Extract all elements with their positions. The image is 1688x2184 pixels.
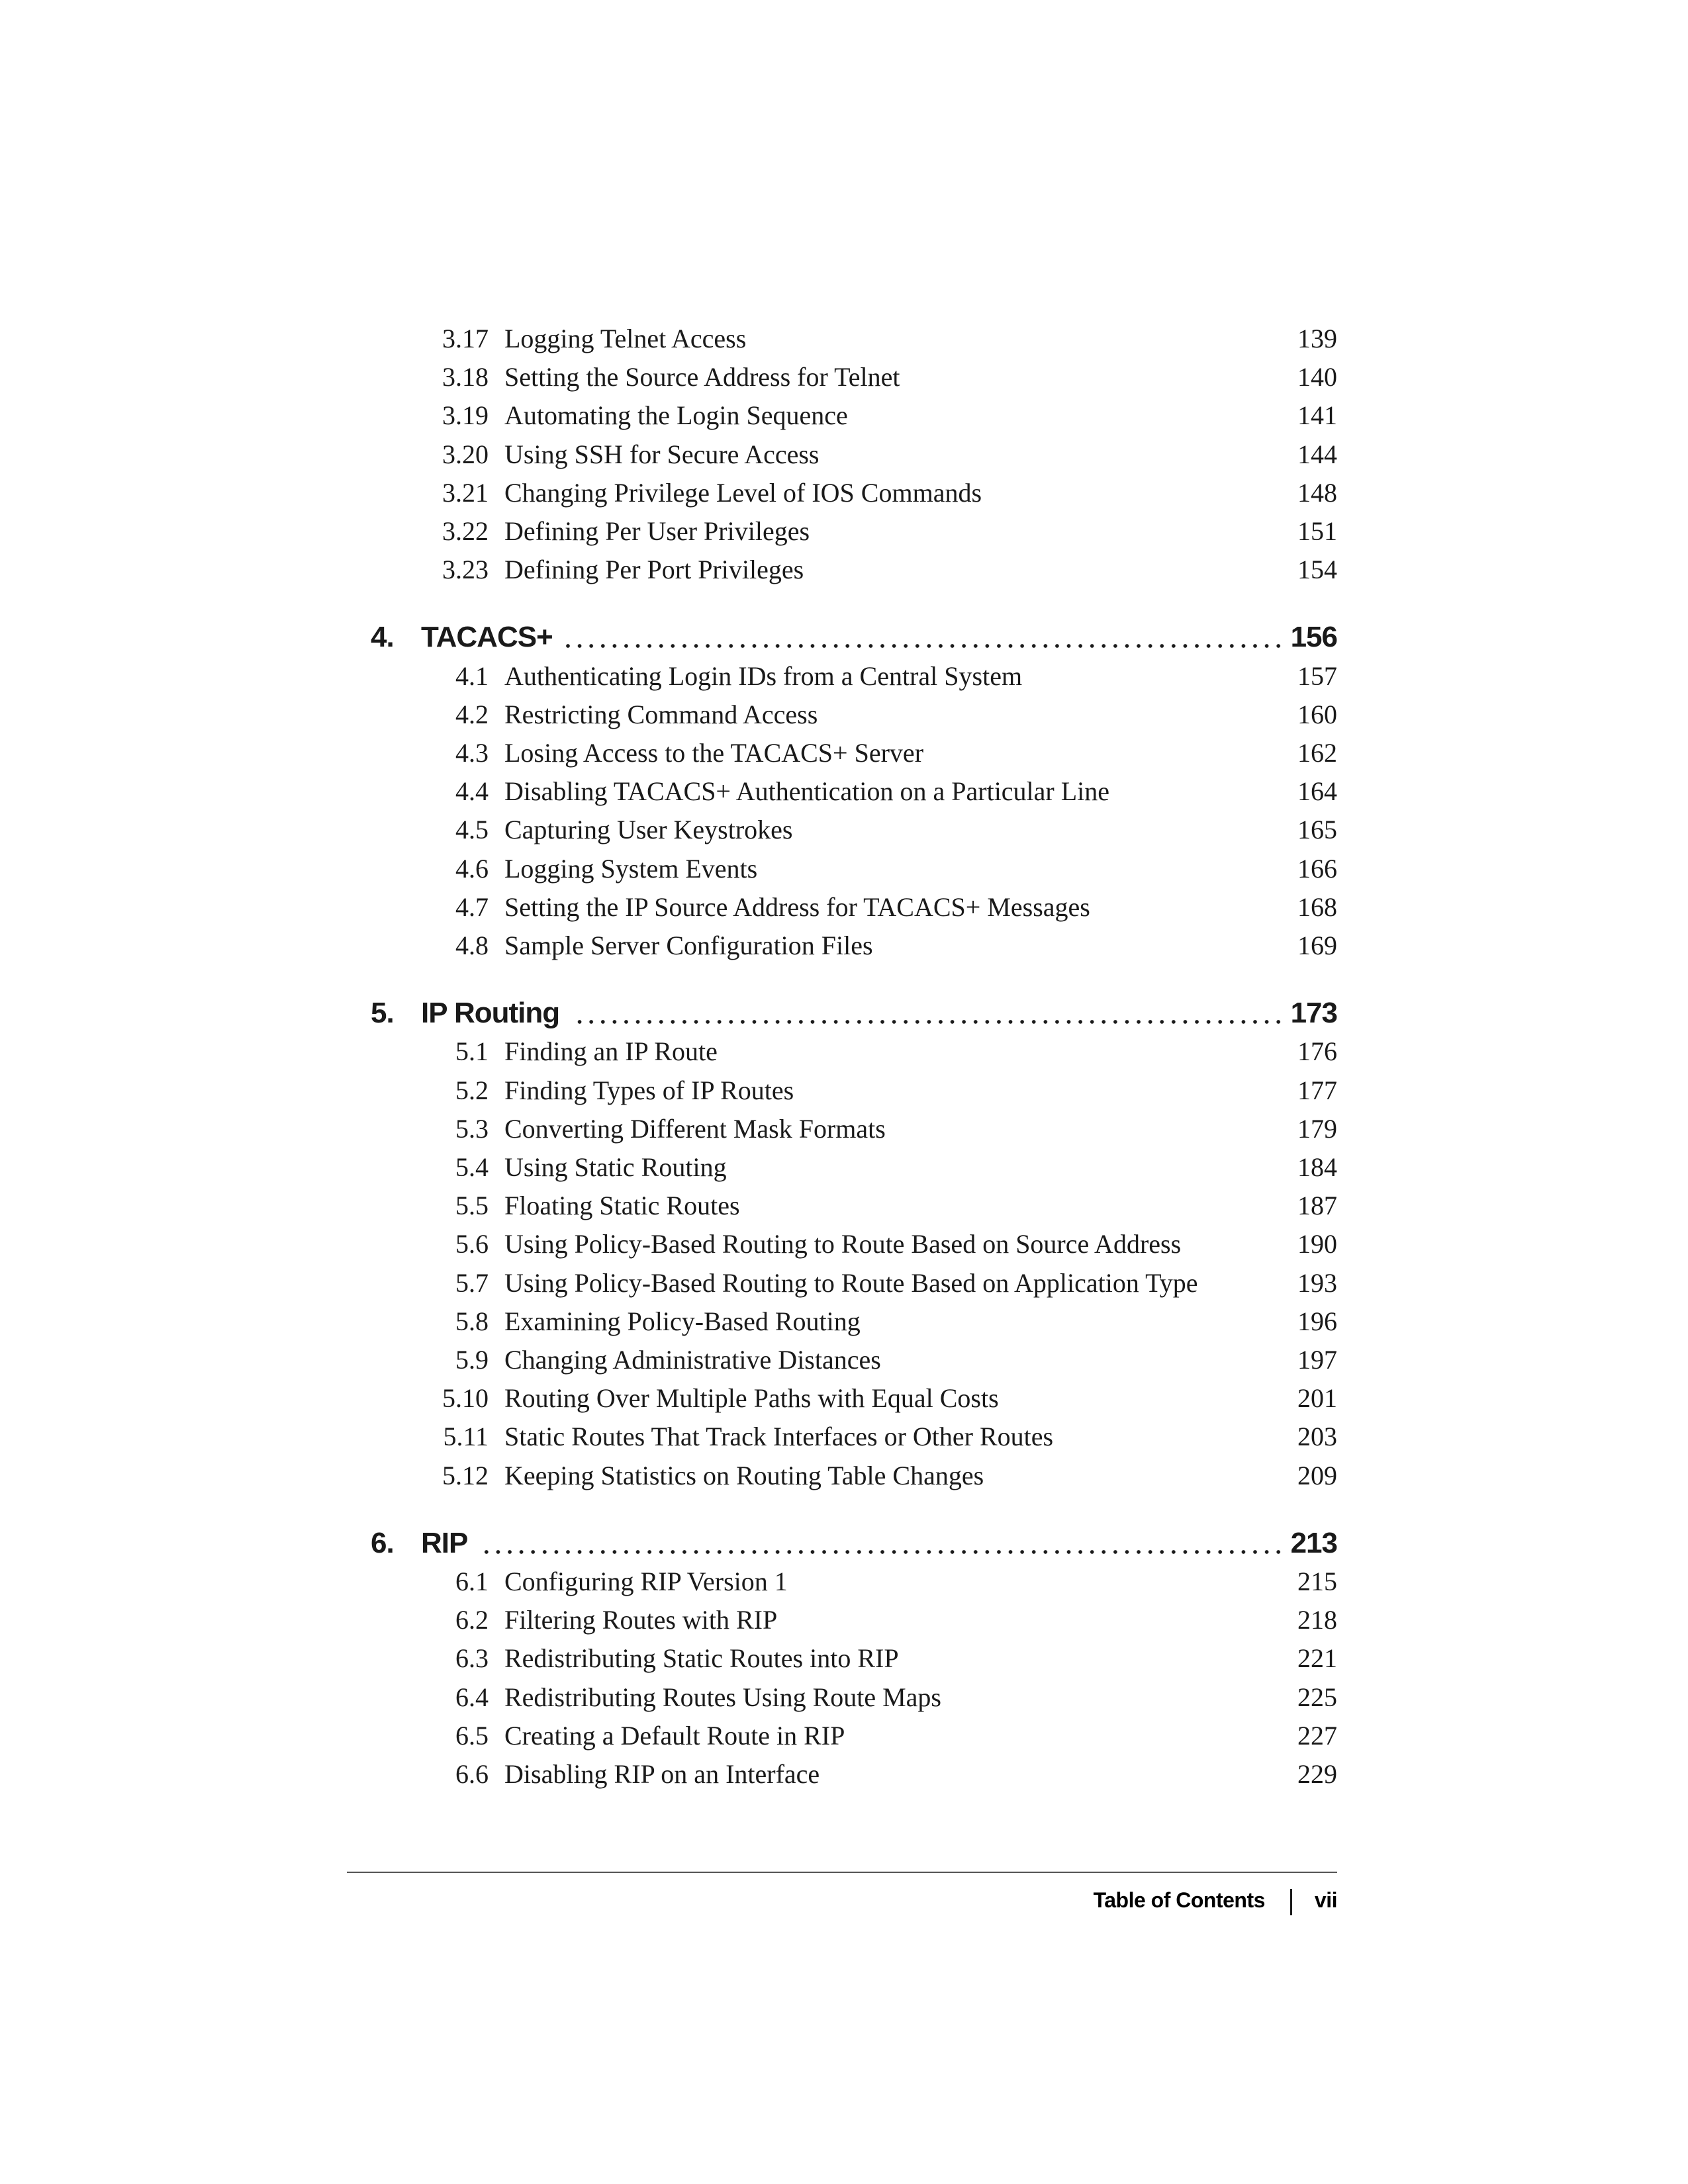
toc-entry[interactable] [0,1224,1688,1264]
chapter-title[interactable]: RIP [421,1524,478,1563]
toc-entry[interactable] [0,810,1688,850]
section-number: 6.1 [455,1567,489,1596]
toc-entry[interactable] [0,550,1688,590]
section-title[interactable]: Routing Over Multiple Paths with Equal Costs [504,1383,999,1414]
toc-entry[interactable] [0,1379,1688,1418]
toc-entry[interactable] [0,1754,1688,1794]
section-page-number: 177 [1297,1075,1337,1105]
section-page-number: 197 [1297,1345,1337,1375]
section-number: 3.17 [442,324,489,353]
toc-entry[interactable] [0,1148,1688,1187]
toc-entry[interactable] [0,1109,1688,1149]
section-page-number: 140 [1297,362,1337,392]
section-title[interactable]: Changing Privilege Level of IOS Commands [504,477,982,508]
toc-entry[interactable] [0,435,1688,475]
toc-entry[interactable] [0,1340,1688,1380]
section-page-number: 164 [1297,776,1337,807]
section-title[interactable]: Static Routes That Track Interfaces or Other Routes [504,1422,1054,1452]
section-number: 6.3 [455,1643,489,1674]
section-page-number: 187 [1297,1191,1337,1221]
section-page-number: 169 [1297,931,1337,960]
section-title[interactable]: Defining Per User Privileges [504,516,810,546]
section-number: 3.23 [442,555,489,585]
toc-entry[interactable] [0,396,1688,435]
toc-entry[interactable] [0,357,1688,397]
chapter-page-number: 173 [1290,997,1337,1030]
chapter-page-number: 213 [1290,1526,1337,1559]
section-page-number: 139 [1297,324,1337,353]
section-page-number: 190 [1297,1229,1337,1259]
chapter-title[interactable]: TACACS+ [421,617,563,657]
section-page-number: 166 [1297,853,1337,884]
section-page-number: 148 [1297,477,1337,508]
section-title[interactable]: Examining Policy-Based Routing [504,1306,861,1336]
chapter-page-number: 156 [1290,621,1337,654]
section-number: 6.2 [455,1605,489,1635]
section-number: 5.1 [455,1036,489,1067]
section-number: 6.6 [455,1759,489,1789]
toc-entry[interactable] [0,1456,1688,1496]
toc-entry[interactable] [0,319,1688,359]
toc-entry[interactable] [0,1302,1688,1342]
section-title[interactable]: Converting Different Mask Formats [504,1113,886,1144]
section-page-number: 196 [1297,1306,1337,1336]
toc-entry[interactable] [0,1562,1688,1602]
toc-entry[interactable] [0,473,1688,513]
toc-entry[interactable] [0,695,1688,735]
section-title[interactable]: Logging Telnet Access [504,324,747,353]
section-page-number: 157 [1297,660,1337,691]
section-page-number: 179 [1297,1113,1337,1144]
section-page-number: 193 [1297,1267,1337,1298]
section-page-number: 215 [1297,1567,1337,1596]
section-number: 5.7 [455,1267,489,1298]
section-title[interactable]: Redistributing Routes Using Route Maps [504,1682,941,1712]
chapter-title[interactable]: IP Routing [421,993,570,1033]
toc-entry[interactable] [0,1417,1688,1457]
toc-entry[interactable] [0,1600,1688,1640]
toc-entry[interactable] [0,1032,1688,1071]
section-number: 5.11 [443,1422,489,1452]
section-title[interactable]: Losing Access to the TACACS+ Server [504,738,924,768]
dot-leader [570,1020,1284,1024]
section-number: 4.7 [455,891,489,922]
section-page-number: 141 [1297,400,1337,431]
section-page-number: 229 [1297,1759,1337,1789]
section-number: 5.4 [455,1152,489,1182]
toc-entry[interactable] [0,512,1688,551]
section-title[interactable]: Setting the IP Source Address for TACACS+ Messages [504,891,1090,922]
section-page-number: 221 [1297,1643,1337,1674]
section-number: 5.6 [455,1229,489,1259]
chapter-number: 5. [371,997,394,1030]
section-title[interactable]: Changing Administrative Distances [504,1345,881,1375]
section-page-number: 144 [1297,439,1337,469]
section-number: 5.5 [455,1191,489,1221]
section-number: 5.9 [455,1345,489,1375]
section-number: 3.18 [442,362,489,392]
toc-chapter-heading[interactable] [0,1524,1688,1563]
section-number: 3.21 [442,477,489,508]
section-title[interactable]: Configuring RIP Version 1 [504,1567,788,1596]
section-title[interactable]: Disabling RIP on an Interface [504,1759,820,1789]
section-number: 5.12 [442,1460,489,1490]
toc-entry[interactable] [0,1678,1688,1717]
toc-entry[interactable] [0,733,1688,773]
section-number: 5.2 [455,1075,489,1105]
section-page-number: 225 [1297,1682,1337,1712]
section-title[interactable]: Defining Per Port Privileges [504,555,804,585]
section-title[interactable]: Floating Static Routes [504,1191,740,1221]
section-number: 4.8 [455,931,489,960]
section-page-number: 154 [1297,555,1337,585]
section-page-number: 165 [1297,815,1337,845]
toc-entry[interactable] [0,1716,1688,1756]
section-title[interactable]: Sample Server Configuration Files [504,931,873,960]
toc-entry[interactable] [0,849,1688,889]
section-number: 4.4 [455,776,489,807]
section-page-number: 176 [1297,1036,1337,1067]
section-number: 3.19 [442,400,489,431]
toc-entry[interactable] [0,1639,1688,1678]
section-number: 3.20 [442,439,489,469]
page-footer [1094,1884,1337,1917]
toc-entry[interactable] [0,1186,1688,1226]
section-number: 5.8 [455,1306,489,1336]
toc-chapter-heading[interactable] [0,993,1688,1033]
section-title[interactable]: Disabling TACACS+ Authentication on a Particular Line [504,776,1110,807]
dot-leader [563,644,1284,648]
section-number: 6.5 [455,1720,489,1751]
toc-entry[interactable] [0,657,1688,696]
section-page-number: 184 [1297,1152,1337,1182]
footer-label: Table of Contents [1093,1888,1265,1912]
section-page-number: 209 [1297,1460,1337,1490]
section-title[interactable]: Using Policy-Based Routing to Route Based on Application Type [504,1267,1198,1298]
section-page-number: 227 [1297,1720,1337,1751]
section-title[interactable]: Keeping Statistics on Routing Table Changes [504,1460,984,1490]
section-number: 6.4 [455,1682,489,1712]
section-number: 5.3 [455,1113,489,1144]
dot-leader [478,1550,1284,1554]
section-title[interactable]: Creating a Default Route in RIP [504,1720,845,1751]
section-page-number: 160 [1297,699,1337,729]
section-page-number: 201 [1297,1383,1337,1414]
section-title[interactable]: Automating the Login Sequence [504,400,848,431]
section-title[interactable]: Filtering Routes with RIP [504,1605,778,1635]
section-title[interactable]: Using SSH for Secure Access [504,439,820,469]
footer-separator [1290,1889,1292,1915]
section-number: 4.2 [455,699,489,729]
toc-entry[interactable] [0,926,1688,966]
toc-entry[interactable] [0,772,1688,811]
footer-rule [347,1872,1337,1873]
section-number: 3.22 [442,516,489,546]
section-number: 4.1 [455,660,489,691]
section-title[interactable]: Restricting Command Access [504,699,818,729]
toc-entry[interactable] [0,1071,1688,1111]
section-title[interactable]: Setting the Source Address for Telnet [504,362,900,392]
section-title[interactable]: Authenticating Login IDs from a Central System [504,660,1023,691]
section-title[interactable]: Redistributing Static Routes into RIP [504,1643,899,1674]
chapter-number: 6. [371,1526,394,1559]
section-number: 4.3 [455,738,489,768]
toc-entry[interactable] [0,1263,1688,1303]
section-page-number: 168 [1297,891,1337,922]
section-title[interactable]: Using Policy-Based Routing to Route Based on Source Address [504,1229,1182,1259]
toc-chapter-heading[interactable] [0,617,1688,657]
toc-entry[interactable] [0,887,1688,927]
section-title[interactable]: Finding Types of IP Routes [504,1075,794,1105]
section-page-number: 162 [1297,738,1337,768]
section-title[interactable]: Finding an IP Route [504,1036,718,1067]
section-number: 4.6 [455,853,489,884]
chapter-number: 4. [371,621,394,654]
section-title[interactable]: Using Static Routing [504,1152,727,1182]
section-number: 5.10 [442,1383,489,1414]
section-title[interactable]: Capturing User Keystrokes [504,815,793,845]
footer-page-number: vii [1314,1888,1337,1912]
section-page-number: 151 [1297,516,1337,546]
section-page-number: 218 [1297,1605,1337,1635]
section-page-number: 203 [1297,1422,1337,1452]
section-number: 4.5 [455,815,489,845]
section-title[interactable]: Logging System Events [504,853,758,884]
